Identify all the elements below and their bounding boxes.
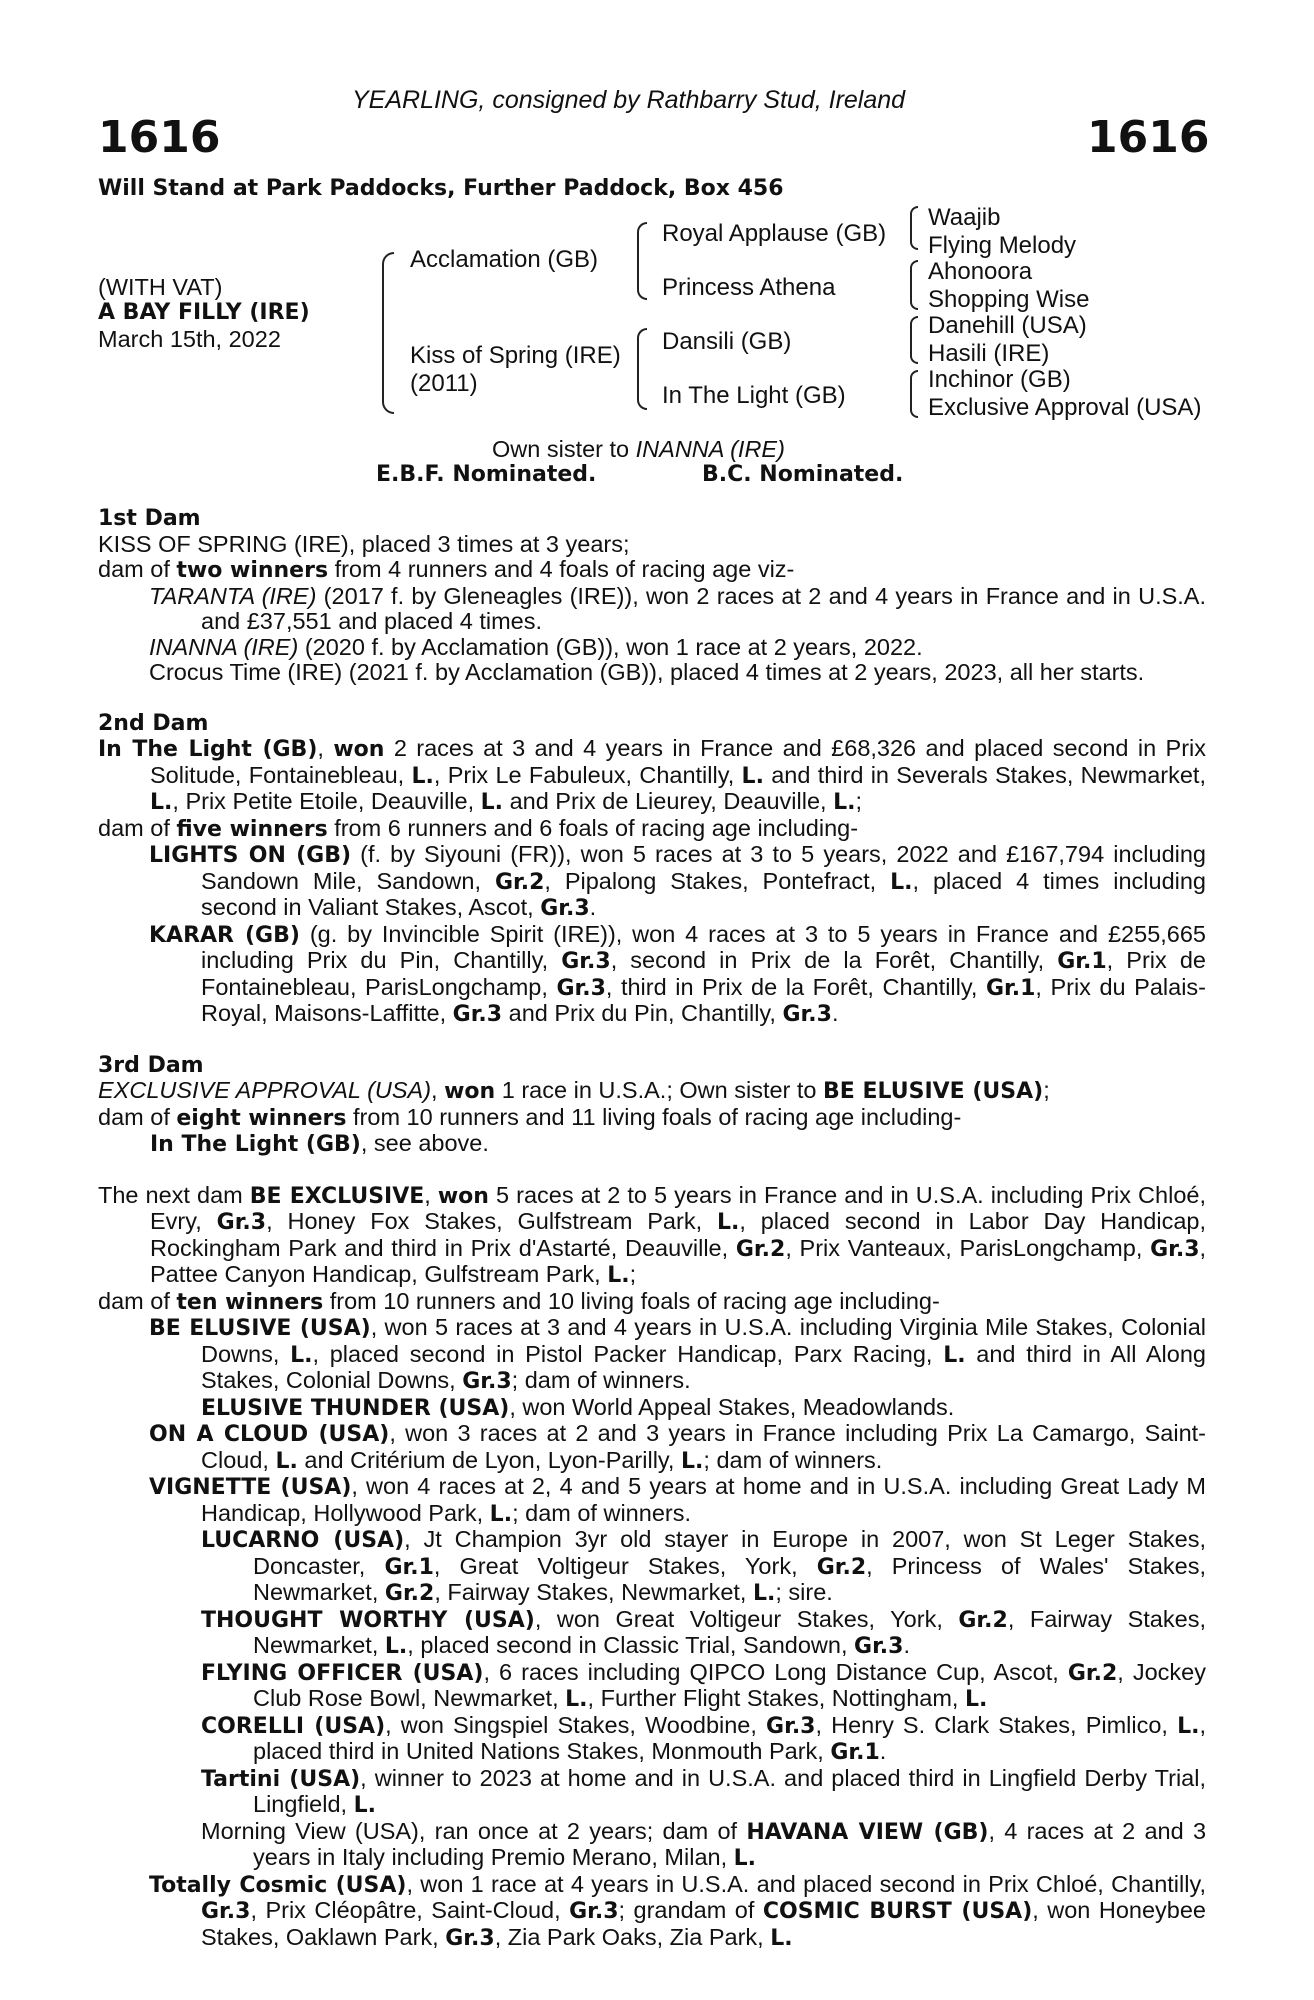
own-sister-note [492,436,785,463]
vat-note: (WITH VAT) [98,274,223,300]
lot-number-right: 1616 [1087,112,1210,163]
pedigree-sd: Princess Athena [662,274,836,301]
progeny-totally-cosmic: Totally Cosmic (USA), won 1 race at 4 years in U.S.A. and placed second in Prix Chloé, Chantilly, Gr.3, Prix Cléopâtre, Saint-Cloud, Gr.3; grandam of COSMIC BURST (USA), won Honeybee Stakes, Oaklawn Park, Gr.3, Zia Park Oaks, Zia Park, L. [149,1870,1206,1951]
third-dam-heading: 3rd Dam [98,1052,204,1078]
progeny-lucarno: LUCARNO (USA), Jt Champion 3yr old stayer in Europe in 2007, won St Leger Stakes, Doncaster, Gr.1, Great Voltigeur Stakes, York, Gr.2, Princess of Wales' Stakes, Newmarket, Gr.2, Fairway Stakes, Newmarket, L.; sire. [201,1526,1206,1606]
second-dam-heading: 2nd Dam [98,710,209,736]
progeny-flying-officer: FLYING OFFICER (USA), 6 races including QIPCO Long Distance Cup, Ascot, Gr.2, Jockey Club Rose Bowl, Newmarket, L., Further Flight Stakes, Nottingham, L. [201,1658,1206,1712]
second-dam-produce: dam of five winners from 6 runners and 6 foals of racing age including- [98,814,859,842]
pedigree-ddd: Exclusive Approval (USA) [928,394,1202,421]
third-dam-record: EXCLUSIVE APPROVAL (USA), won 1 race in U.S.A.; Own sister to BE ELUSIVE (USA); [98,1077,1050,1104]
pedigree-brace-sd [910,260,918,310]
lot-number-left: 1616 [98,112,221,163]
ebf-nominated: E.B.F. Nominated. [376,462,597,487]
progeny-taranta: TARANTA (IRE) (2017 f. by Gleneagles (IRE)), won 2 races at 2 and 4 years in France and in U.S.A. and £37,551 and placed 4 times. [149,582,1207,634]
pedigree-dsd: Hasili (IRE) [928,340,1050,367]
pedigree-dds: Inchinor (GB) [928,366,1071,393]
pedigree-ss: Royal Applause (GB) [662,220,887,247]
pedigree-brace-ds [910,316,918,364]
pedigree-dam-year: (2011) [410,370,478,397]
pedigree-brace-dd [910,370,918,418]
pedigree-sds: Ahonoora [928,258,1033,285]
bc-nominated: B.C. Nominated. [702,462,904,487]
pedigree-sire: Acclamation (GB) [410,246,599,273]
progeny-morning-view: Morning View (USA), ran once at 2 years; dam of HAVANA VIEW (GB), 4 races at 2 and 3 years in Italy including Premio Merano, Milan, L. [201,1817,1207,1871]
location-line: Will Stand at Park Paddocks, Further Paddock, Box 456 [98,176,784,201]
sale-subtitle: YEARLING, consigned by Rathbarry Stud, Ireland [352,86,906,114]
progeny-elusive-thunder: ELUSIVE THUNDER (USA), won World Appeal Stakes, Meadowlands. [201,1393,955,1421]
first-dam-heading: 1st Dam [98,506,201,531]
pedigree-sdd: Shopping Wise [928,286,1090,313]
second-dam-record: In The Light (GB), won 2 races at 3 and 4 years in France and £68,326 and placed second in Prix Solitude, Fontainebleau, L., Prix Le Fabuleux, Chantilly, L. and third in Severals Stakes, Newmarket, L., Prix Petite Etoile, Deauville, L. and Prix de Lieurey, Deauville, L.; [98,735,1207,815]
pedigree-sss: Waajib [928,204,1001,231]
pedigree-brace-sire [637,222,647,300]
first-dam-line2: dam of two winners from 4 runners and 4 foals of racing age viz- [98,556,795,583]
progeny-inanna: INANNA (IRE) (2020 f. by Acclamation (GB)), won 1 race at 2 years, 2022. [149,633,923,660]
progeny-tartini: Tartini (USA), winner to 2023 at home and in U.S.A. and placed third in Lingfield Derby Trial, Lingfield, L. [201,1764,1206,1818]
pedigree-brace-ss [910,206,918,250]
pedigree-dss: Danehill (USA) [928,312,1087,339]
progeny-be-elusive: BE ELUSIVE (USA), won 5 races at 3 and 4 years in U.S.A. including Virginia Mile Stakes, Colonial Downs, L., placed second in Pistol Packer Handicap, Parx Racing, L. and third in All Along Stakes, Colonial Downs, Gr.3; dam of winners. [149,1314,1207,1394]
own-sister-prefix: Own sister to [492,436,630,462]
next-dam-produce: dam of ten winners from 10 runners and 10 living foals of racing age including- [98,1287,940,1315]
progeny-vignette: VIGNETTE (USA), won 4 races at 2, 4 and 5 years at home and in U.S.A. including Great Lady M Handicap, Hollywood Park, L.; dam of winners. [149,1473,1206,1527]
progeny-lights-on: LIGHTS ON (GB) (f. by Siyouni (FR)), won 5 races at 3 to 5 years, 2022 and £167,794 including Sandown Mile, Sandown, Gr.2, Pipalong Stakes, Pontefract, L., placed 4 times including second in Valiant Stakes, Ascot, Gr.3. [149,841,1206,921]
third-dam-produce: dam of eight winners from 10 runners and 11 living foals of racing age including- [98,1103,962,1131]
pedigree-dd: In The Light (GB) [662,382,846,409]
horse-name: A BAY FILLY (IRE) [98,300,310,325]
first-dam-line1: KISS OF SPRING (IRE), placed 3 times at 3 years; [98,530,630,557]
pedigree-brace-dam [637,328,647,410]
progeny-karar: KARAR (GB) (g. by Invincible Spirit (IRE)), won 4 races at 3 to 5 years in France and £255,665 including Prix du Pin, Chantilly, Gr.3, second in Prix de la Forêt, Chantilly, Gr.1, Prix de Fontainebleau, ParisLongchamp, Gr.3, third in Prix de la Forêt, Chantilly, Gr.1, Prix du Palais-Royal, Maisons-Laffitte, Gr.3 and Prix du Pin, Chantilly, Gr.3. [149,920,1206,1027]
progeny-in-the-light: In The Light (GB), see above. [150,1130,489,1157]
catalogue-text [98,506,1206,1951]
pedigree-ssd: Flying Melody [928,232,1077,259]
own-sister-name: INANNA (IRE) [635,436,785,462]
progeny-corelli: CORELLI (USA), won Singspiel Stakes, Woodbine, Gr.3, Henry S. Clark Stakes, Pimlico, L., placed third in United Nations Stakes, Monmouth Park, Gr.1. [201,1711,1207,1765]
pedigree-brace-main [382,252,394,414]
horse-dob: March 15th, 2022 [98,326,281,352]
progeny-on-a-cloud: ON A CLOUD (USA), won 3 races at 2 and 3 years in France including Prix La Camargo, Saint-Cloud, L. and Critérium de Lyon, Lyon-Parilly, L.; dam of winners. [149,1420,1206,1474]
progeny-thought-worthy: THOUGHT WORTHY (USA), won Great Voltigeur Stakes, York, Gr.2, Fairway Stakes, Newmarket, L., placed second in Classic Trial, Sandown, Gr.3. [201,1605,1206,1659]
next-dam-record: The next dam BE EXCLUSIVE, won 5 races at 2 to 5 years in France and in U.S.A. including Prix Chloé, Evry, Gr.3, Honey Fox Stakes, Gulfstream Park, L., placed second in Labor Day Handicap, Rockingham Park and third in Prix d'Astarté, Deauville, Gr.2, Prix Vanteaux, ParisLongchamp, Gr.3, Pattee Canyon Handicap, Gulfstream Park, L.; [98,1181,1207,1288]
pedigree-dam: Kiss of Spring (IRE) [410,342,621,369]
progeny-crocus-time: Crocus Time (IRE) (2021 f. by Acclamation (GB)), placed 4 times at 2 years, 2023, all her starts. [149,659,1145,685]
pedigree-ds: Dansili (GB) [662,328,792,355]
